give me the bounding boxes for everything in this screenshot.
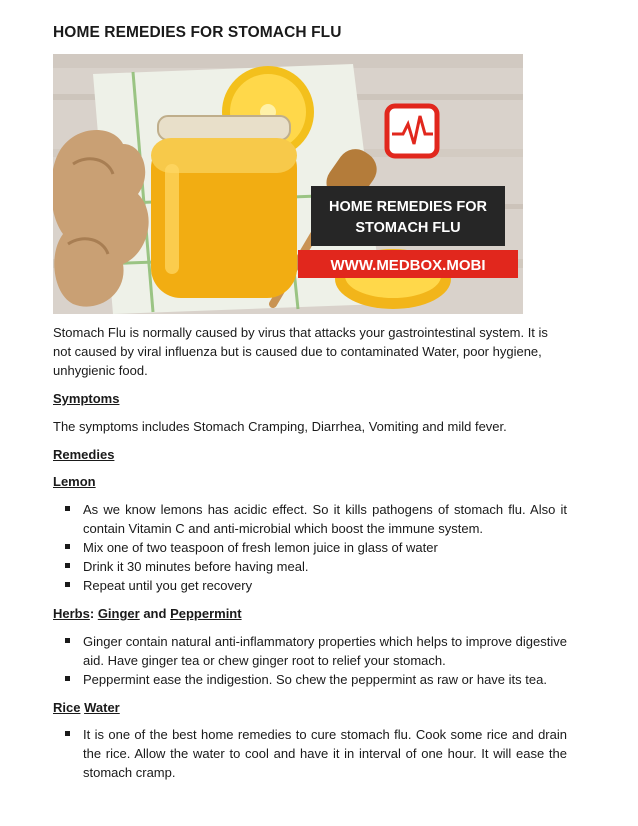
intro-line-3: unhygienic food. [53, 363, 148, 378]
page-title: HOME REMEDIES FOR STOMACH FLU [53, 24, 342, 41]
herbs-heading-peppermint: Peppermint [170, 606, 242, 621]
rice-water-heading: Rice Water [53, 700, 120, 715]
bullet-square-icon [65, 582, 70, 587]
list-item: It is one of the best home remedies to cure stomach flu. Cook some rice and drain the rice. Allow the water to cool and have it in interval of one hour. It will ease the stomach cramp. [62, 725, 567, 782]
bullet-square-icon [65, 506, 70, 511]
banner-line1: HOME REMEDIES FOR [329, 199, 487, 215]
banner-line2: STOMACH FLU [355, 220, 461, 236]
bullet-square-icon [65, 731, 70, 736]
herbs-heading-herbs: Herbs [53, 606, 90, 621]
list-item: Drink it 30 minutes before having meal. [62, 557, 567, 576]
bullet-square-icon [65, 638, 70, 643]
bullet-square-icon [65, 676, 70, 681]
rice-list [62, 725, 567, 782]
herbs-heading: Herbs: Ginger and Peppermint [53, 606, 242, 621]
lemon-heading: Lemon [53, 474, 96, 489]
list-item: Ginger contain natural anti-inflammatory properties which helps to improve digestive aid. Have ginger tea or chew ginger root to relief your stomach. [62, 632, 567, 670]
herbs-heading-ginger: Ginger [97, 606, 140, 621]
hero-image [53, 54, 523, 314]
bullet-square-icon [65, 544, 70, 549]
banner-url: WWW.MEDBOX.MOBI [330, 257, 486, 274]
herbs-list [62, 632, 567, 689]
intro-line-2: not caused by viral influenza but is caused due to contaminated Water, poor hygiene, [53, 344, 542, 359]
lemon-list [62, 500, 567, 595]
remedies-heading: Remedies [53, 447, 115, 462]
list-item: As we know lemons has acidic effect. So it kills pathogens of stomach flu. Also it contain Vitamin C and anti-microbial which boost the immune system. [62, 500, 567, 538]
symptoms-heading: Symptoms [53, 391, 120, 406]
honey-ginger-lemon-photo [53, 54, 523, 314]
bullet-square-icon [65, 563, 70, 568]
symptoms-text: The symptoms includes Stomach Cramping, Diarrhea, Vomiting and mild fever. [53, 419, 507, 434]
list-item: Peppermint ease the indigestion. So chew the peppermint as raw or have its tea. [62, 670, 567, 689]
heartbeat-monitor-icon [387, 106, 437, 156]
list-item: Mix one of two teaspoon of fresh lemon juice in glass of water [62, 538, 567, 557]
intro-line-1: Stomach Flu is normally caused by virus that attacks your gastrointestinal system. It is [53, 325, 548, 340]
list-item: Repeat until you get recovery [62, 576, 567, 595]
